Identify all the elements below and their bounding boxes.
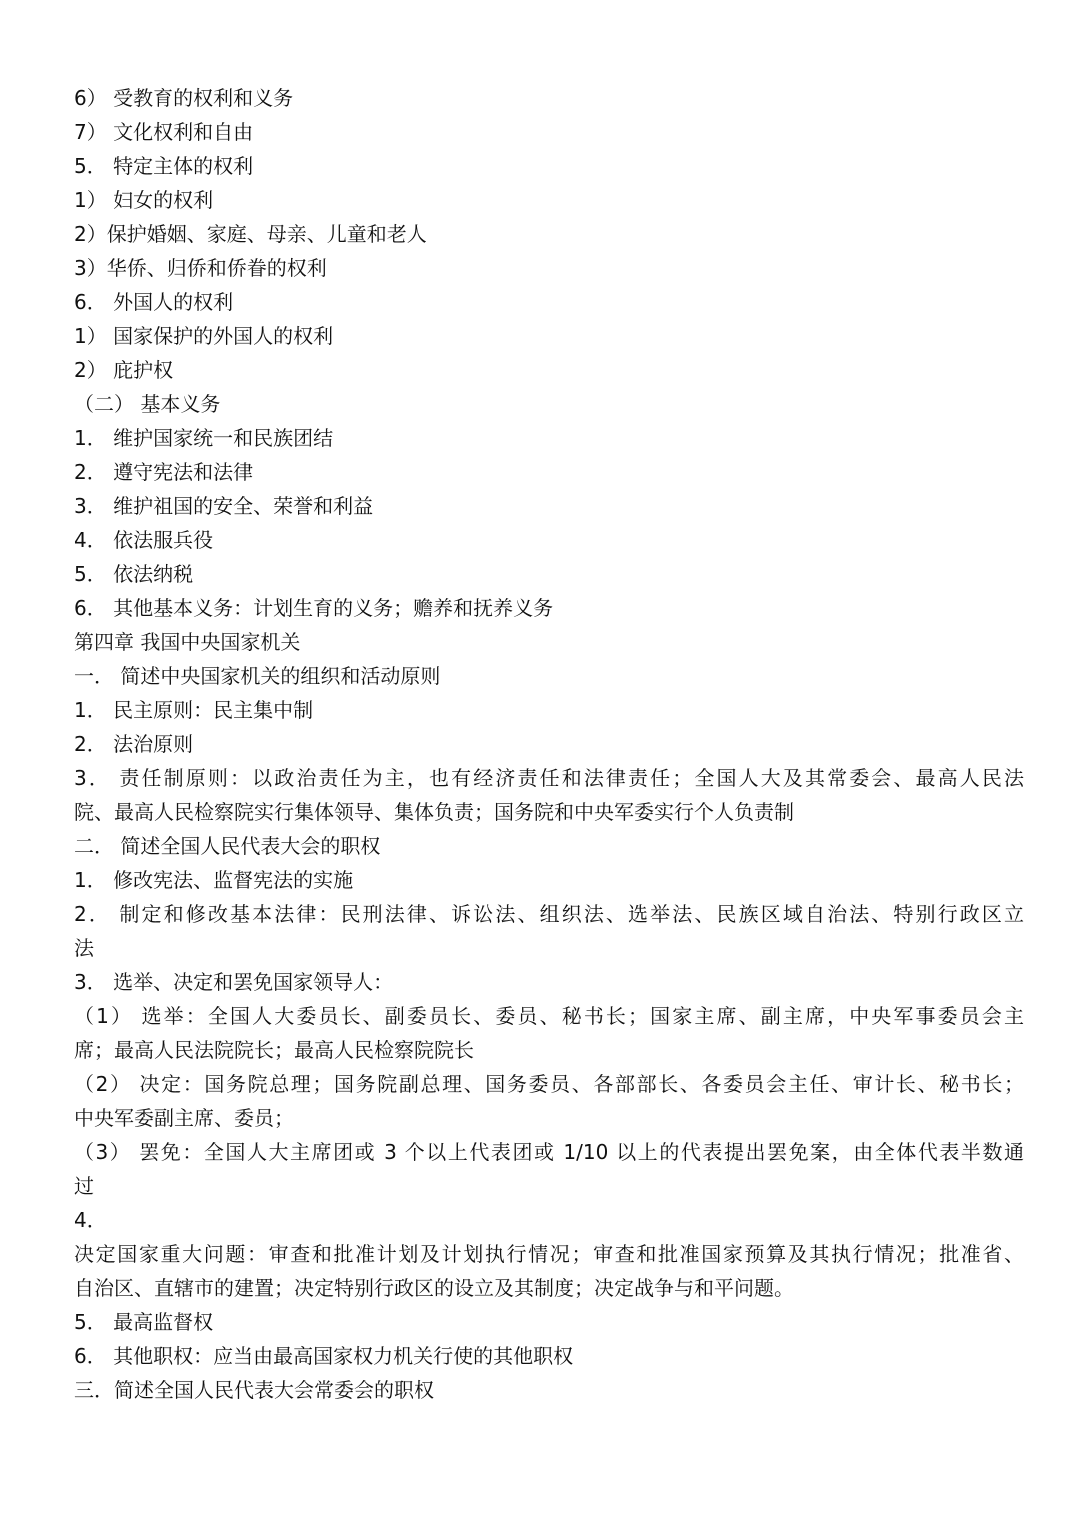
text-line: 3． 选举、决定和罢免国家领导人： — [74, 970, 394, 994]
section-heading: 二． 简述全国人民代表大会的职权 — [74, 834, 381, 858]
text-line: （1） 选举：全国人大委员长、副委员长、委员、秘书长；国家主席、副主席，中央军事委员会主 — [74, 1004, 1024, 1028]
text-line: 5． 依法纳税 — [74, 562, 194, 586]
text-line: 中央军委副主席、委员； — [74, 1106, 294, 1130]
text-line: 过 — [74, 1174, 94, 1198]
text-line: 1． 民主原则：民主集中制 — [74, 698, 314, 722]
text-line: （3） 罢免：全国人大主席团或 3 个以上代表团或 1/10 以上的代表提出罢免案，由全体代表半数通 — [74, 1140, 1024, 1164]
text-line: 5． 最高监督权 — [74, 1310, 214, 1334]
section-heading: 6． 外国人的权利 — [74, 290, 234, 314]
text-line: 1） 国家保护的外国人的权利 — [74, 324, 334, 348]
text-line: 7） 文化权利和自由 — [74, 120, 254, 144]
text-line: 4． 依法服兵役 — [74, 528, 214, 552]
section-heading: （二） 基本义务 — [74, 392, 221, 416]
text-line: 2）保护婚姻、家庭、母亲、儿童和老人 — [74, 222, 427, 246]
text-line: 3． 维护祖国的安全、荣誉和利益 — [74, 494, 374, 518]
text-line: 2． 法治原则 — [74, 732, 194, 756]
text-line: 1． 维护国家统一和民族团结 — [74, 426, 334, 450]
section-heading: 5． 特定主体的权利 — [74, 154, 254, 178]
section-heading: 三．简述全国人民代表大会常委会的职权 — [74, 1378, 434, 1402]
text-line: 1） 妇女的权利 — [74, 188, 214, 212]
text-line: 决定国家重大问题：审查和批准计划及计划执行情况；审查和批准国家预算及其执行情况；批准省、 — [74, 1242, 1024, 1266]
text-line: 院、最高人民检察院实行集体领导、集体负责；国务院和中央军委实行个人负责制 — [74, 800, 794, 824]
text-line: 6） 受教育的权利和义务 — [74, 86, 294, 110]
text-line: 6． 其他基本义务：计划生育的义务；赡养和抚养义务 — [74, 596, 554, 620]
text-line: 席；最高人民法院院长；最高人民检察院院长 — [74, 1038, 474, 1062]
text-line: （2） 决定：国务院总理；国务院副总理、国务委员、各部部长、各委员会主任、审计长、秘书长； — [74, 1072, 1024, 1096]
text-line: 1． 修改宪法、监督宪法的实施 — [74, 868, 354, 892]
text-line: 6． 其他职权：应当由最高国家权力机关行使的其他职权 — [74, 1344, 574, 1368]
text-line: 2． 遵守宪法和法律 — [74, 460, 254, 484]
text-line: 3）华侨、归侨和侨眷的权利 — [74, 256, 327, 280]
section-heading: 一． 简述中央国家机关的组织和活动原则 — [74, 664, 441, 688]
text-line: 3． 责任制原则：以政治责任为主，也有经济责任和法律责任；全国人大及其常委会、最高人民法 — [74, 766, 1024, 790]
text-line: 法 — [74, 936, 94, 960]
text-line: 2） 庇护权 — [74, 358, 174, 382]
text-line: 2． 制定和修改基本法律：民刑法律、诉讼法、组织法、选举法、民族区域自治法、特别行政区立 — [74, 902, 1024, 926]
text-line: 自治区、直辖市的建置；决定特别行政区的设立及其制度；决定战争与和平问题。 — [74, 1276, 794, 1300]
chapter-heading: 第四章 我国中央国家机关 — [74, 630, 301, 654]
text-line: 4． — [74, 1208, 107, 1232]
